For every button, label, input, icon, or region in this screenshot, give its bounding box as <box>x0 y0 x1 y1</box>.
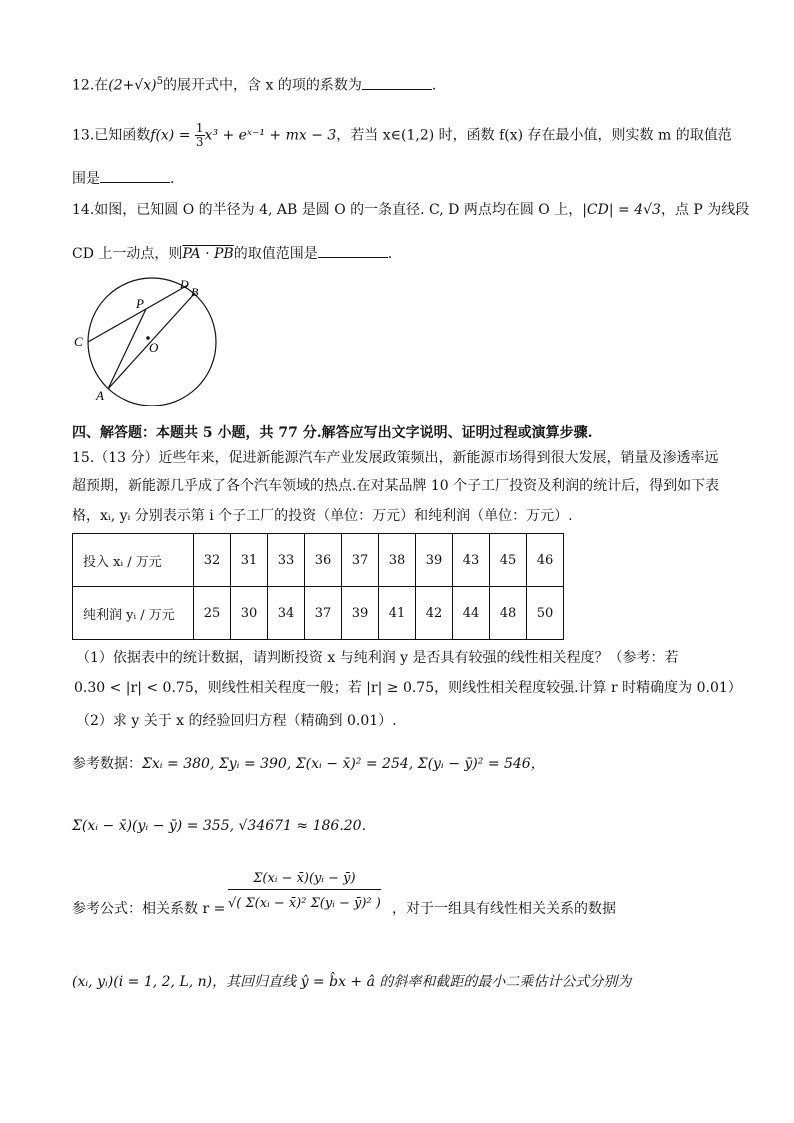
q12-expr: (2+√x) <box>108 77 157 94</box>
table-cell: 44 <box>453 587 490 640</box>
table-cell: 33 <box>268 534 305 587</box>
table-cell: 39 <box>416 534 453 587</box>
q15-intro-1: 15.（13 分）近些年来，促进新能源汽车产业发展政策频出，新能源市场得到很大发展，销量及渗透率远 <box>72 450 719 466</box>
table-cell: 36 <box>305 534 342 587</box>
table-cell: 37 <box>305 587 342 640</box>
formula-numerator <box>228 871 381 890</box>
table-cell: 43 <box>453 534 490 587</box>
question-13 <box>72 122 732 149</box>
q14-line1-c: ，点 P 为线段 <box>660 202 750 218</box>
q13-line2: 围是 <box>72 171 100 187</box>
formula-den-text: √( Σ(xᵢ − x̄)² Σ(yᵢ − ȳ)² ) <box>228 896 381 911</box>
question-14-line2 <box>72 243 392 264</box>
ref-label: 参考数据： <box>72 756 142 772</box>
table-row <box>73 534 564 587</box>
table-cell: 39 <box>342 587 379 640</box>
answer-blank-12[interactable] <box>362 75 432 90</box>
table-row <box>73 587 564 640</box>
formula-label <box>72 899 225 919</box>
section-heading: 四、解答题：本题共 5 小题，共 77 分.解答应写出文字说明、证明过程或演算步骤. <box>72 425 593 441</box>
table-cell: 30 <box>231 587 268 640</box>
q14-cd-length: |CD| = 4√3 <box>582 202 661 218</box>
chord-cd <box>88 285 188 342</box>
data-table <box>72 533 564 640</box>
q13-f-rest: x³ + eˣ⁻¹ + mx − 3 <box>204 127 337 144</box>
q12-exponent: 5 <box>156 76 164 87</box>
question-14 <box>72 200 749 220</box>
q12-suffix: 的展开式中，含 x 的项的系数为 <box>163 77 362 94</box>
q15-part1-a: （1）依据表中的统计数据，请判断投资 x 与纯利润 y 是否具有较强的线性相关程度？（参考：若 <box>76 650 679 666</box>
correlation-formula <box>228 871 381 911</box>
table-cell: 46 <box>527 534 564 587</box>
table-cell: 38 <box>379 534 416 587</box>
ref-values-2: Σ(xᵢ − x̄)(yᵢ − ȳ) = 355, √34671 ≈ 186.20. <box>72 818 367 834</box>
label-c: C <box>74 334 83 349</box>
formula-denominator <box>228 890 381 911</box>
label-a: A <box>96 388 104 403</box>
table-cell: 34 <box>268 587 305 640</box>
q13-frac-den: 3 <box>195 135 204 149</box>
formula-num-text: Σ(xᵢ − x̄)(yᵢ − ȳ) <box>253 871 356 886</box>
q14-end: . <box>387 246 393 262</box>
q14-line1-a: 14.如图，已知圆 O 的半径为 4, AB 是圆 O 的一条直径. C, D 两点均在圆 O 上， <box>72 202 583 218</box>
ref-data-line1 <box>72 754 545 774</box>
q12-end: . <box>431 77 437 94</box>
label-o: O <box>149 340 159 355</box>
segment-pa <box>108 309 146 389</box>
circle-diagram <box>70 276 230 406</box>
table-cell: 31 <box>231 534 268 587</box>
table-cell: 32 <box>194 534 231 587</box>
q15-last-line <box>72 972 631 992</box>
q13-prefix: 13.已知函数 <box>72 127 151 144</box>
formula-after: ，对于一组具有线性相关关系的数据 <box>392 901 616 917</box>
ref-data-line2 <box>72 816 366 836</box>
label-d: D <box>180 277 189 291</box>
q12-prefix: 12.在 <box>72 77 109 94</box>
question-13-line2 <box>72 168 174 189</box>
q14-line2-a: CD 上一动点，则 <box>72 246 183 262</box>
q14-vector-product: PA · PB <box>182 246 234 262</box>
ref-values-1: Σxᵢ = 380, Σyᵢ = 390, Σ(xᵢ − x̄)² = 254, Σ(yᵢ − ȳ)² = 546， <box>142 756 545 772</box>
label-b: B <box>191 285 199 299</box>
q15-intro-2: 超预期，新能源几乎成了各个汽车领域的热点.在对某品牌 10 个子工厂投资及利润的统计后，得到如下表 <box>72 478 720 494</box>
q13-f-head: f(x) = <box>150 127 191 144</box>
table-cell: 42 <box>416 587 453 640</box>
table-cell: 37 <box>342 534 379 587</box>
q13-frac-num: 1 <box>195 121 204 135</box>
row-label-investment: 投入 xᵢ / 万元 <box>73 534 194 587</box>
q15-part1-b: 0.30 < |r| < 0.75，则线性相关程度一般；若 |r| ≥ 0.75，则线性相关程度较强.计算 r 时精确度为 0.01） <box>74 680 742 696</box>
table-cell: 50 <box>527 587 564 640</box>
last-line-text: (xᵢ, yᵢ)(i = 1, 2, L, n)，其回归直线 ŷ = b̂x + â 的斜率和截距的最小二乘估计公式分别为 <box>72 974 632 990</box>
q14-line2-b: 的取值范围是 <box>233 246 318 262</box>
table-cell: 45 <box>490 534 527 587</box>
q13-end: . <box>170 171 175 187</box>
table-cell: 41 <box>379 587 416 640</box>
question-12 <box>72 72 436 96</box>
label-p: P <box>136 296 144 311</box>
answer-blank-13[interactable] <box>100 168 170 183</box>
q15-intro-3: 格，xᵢ, yᵢ 分别表示第 i 个子工厂的投资（单位：万元）和纯利润（单位：万元）. <box>72 508 573 524</box>
table-cell: 25 <box>194 587 231 640</box>
q15-part2: （2）求 y 关于 x 的经验回归方程（精确到 0.01）. <box>76 713 397 729</box>
row-label-profit: 纯利润 yᵢ / 万元 <box>73 587 194 640</box>
answer-blank-14[interactable] <box>318 243 388 258</box>
formula-label-text: 参考公式：相关系数 r = <box>72 901 226 917</box>
q13-fraction <box>195 122 205 149</box>
q13-cond: ，若当 x∈(1,2) 时，函数 f(x) 存在最小值，则实数 m 的取值范 <box>336 127 732 144</box>
table-cell: 48 <box>490 587 527 640</box>
